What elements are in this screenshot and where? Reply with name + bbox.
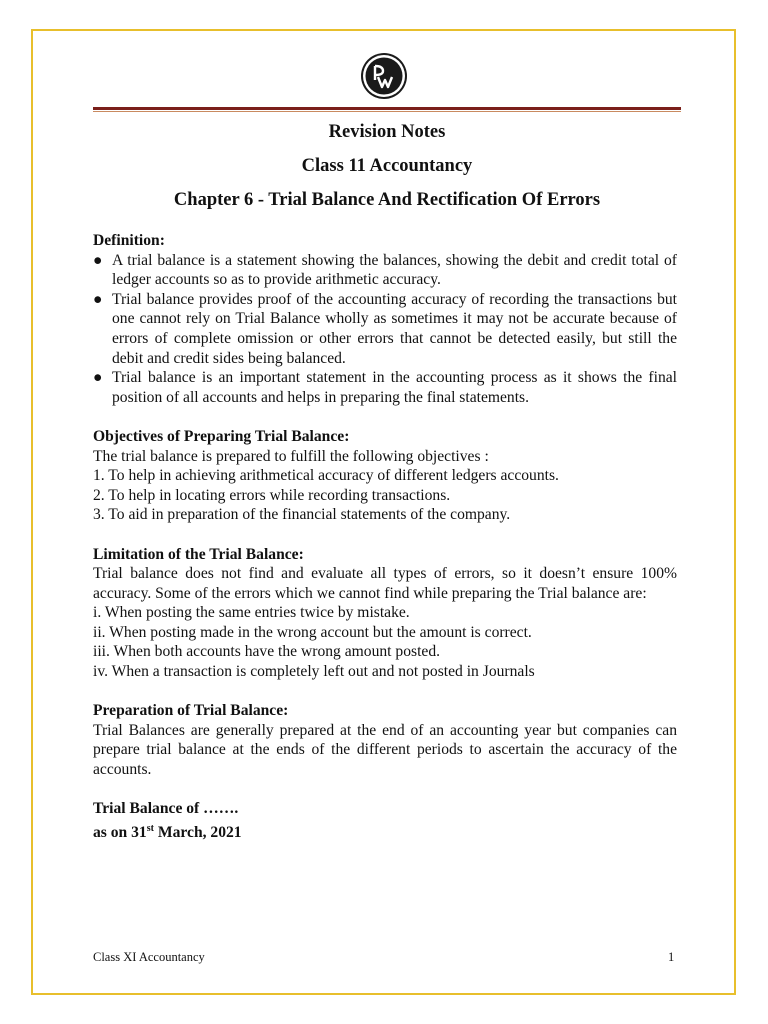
trial-balance-title: Trial Balance of ……. xyxy=(93,800,239,818)
document-title: Revision Notes xyxy=(328,122,446,142)
limitation-item: iii. When both accounts have the wrong amount posted. xyxy=(93,643,441,661)
objective-item: 3. To aid in preparation of the financial statements of the company. xyxy=(93,506,511,524)
definition-heading: Definition: xyxy=(93,232,165,249)
objectives-heading: Objectives of Preparing Trial Balance: xyxy=(93,427,350,445)
footer-label: Class XI Accountancy xyxy=(93,950,205,964)
limitation-item: ii. When posting made in the wrong account but the amount is correct. xyxy=(93,623,532,641)
pw-logo-icon xyxy=(361,53,407,99)
bullet-icon: ● xyxy=(93,290,103,308)
preparation-text: Trial Balances are generally prepared at the end of an accounting year but companies can prepare trial balance at the ends of the different periods to ascertain the accuracy of the accounts. xyxy=(93,721,677,779)
chapter-title: Chapter 6 - Trial Balance And Rectification Of Errors xyxy=(173,190,601,210)
definition-bullet: ● Trial balance provides proof of the accounting accuracy of recording the transactions but one cannot rely on Trial Balance wholly as sometimes it may not be accurate because of errors of complete omission or other errors that cannot be detected easily, but still the debit and credit sides being balanced. xyxy=(93,290,677,367)
objectives-intro: The trial balance is prepared to fulfill the following objectives : xyxy=(93,447,489,465)
preparation-heading: Preparation of Trial Balance: xyxy=(93,702,289,720)
bullet-icon: ● xyxy=(93,369,103,387)
header-rule xyxy=(93,107,681,110)
bullet-icon: ● xyxy=(93,251,103,269)
objective-item: 2. To help in locating errors while recording transactions. xyxy=(93,486,451,504)
limitation-item: iv. When a transaction is completely left out and not posted in Journals xyxy=(93,663,535,681)
trial-balance-date: as on 31st March, 2021 xyxy=(93,822,242,841)
objective-item: 1. To help in achieving arithmetical accuracy of different ledgers accounts. xyxy=(93,467,559,485)
limitation-intro: Trial balance does not find and evaluate all types of errors, so it doesn’t ensure 100% accuracy. Some of the errors which we cannot find while preparing the Trial balance are: xyxy=(93,565,677,602)
definition-bullet: ● Trial balance is an important statement in the accounting process as it shows the final position of all accounts and helps in preparing the final statements. xyxy=(93,369,677,406)
header-rule-thin xyxy=(93,111,681,112)
limitation-heading: Limitation of the Trial Balance: xyxy=(93,545,304,563)
document-subtitle: Class 11 Accountancy xyxy=(301,156,473,176)
definition-bullet: ● A trial balance is a statement showing the balances, showing the debit and credit total of ledger accounts so as to provide arithmetic accuracy. xyxy=(93,251,677,289)
page-number: 1 xyxy=(668,950,675,964)
document-body xyxy=(93,231,677,843)
limitation-item: i. When posting the same entries twice by mistake. xyxy=(93,604,410,622)
